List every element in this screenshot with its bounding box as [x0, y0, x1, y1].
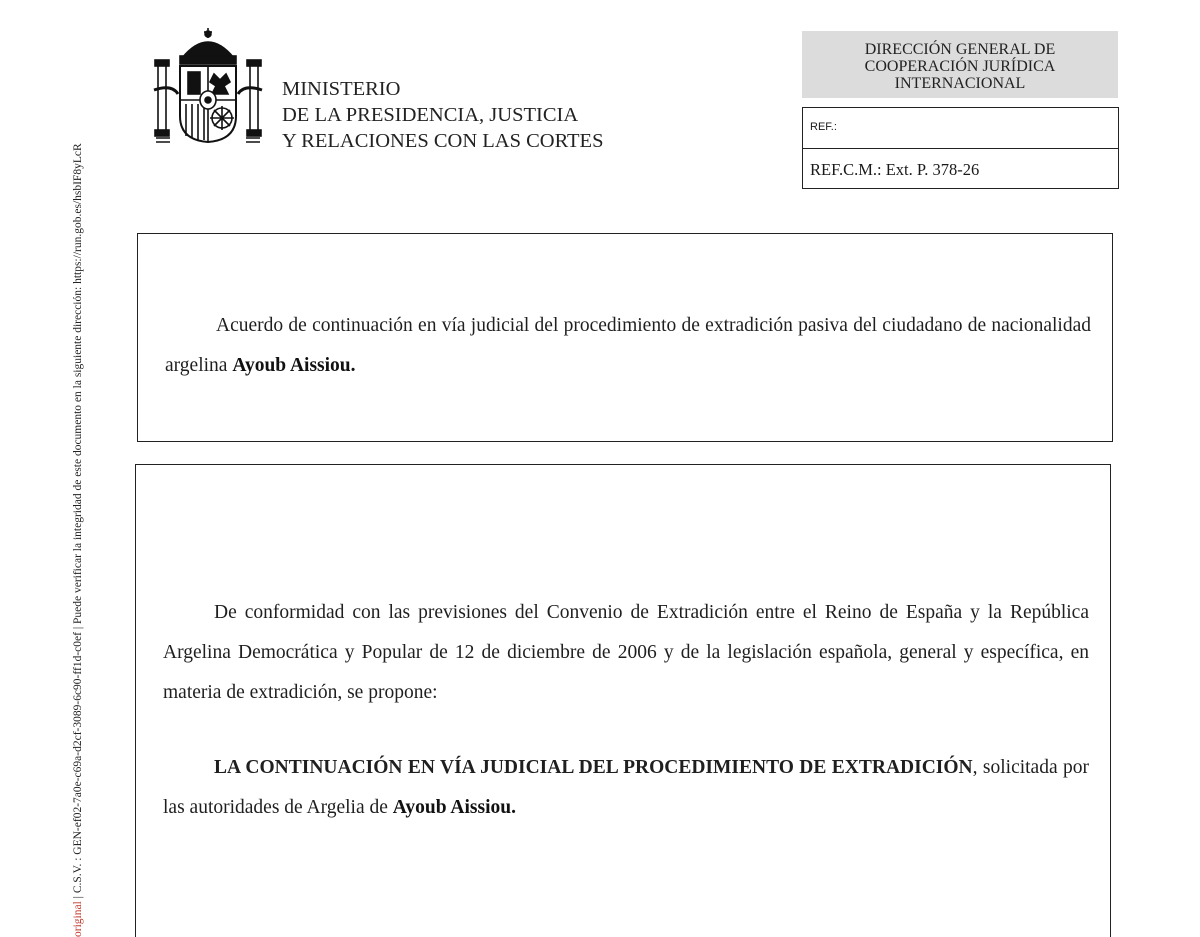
ministry-line-2: DE LA PRESIDENCIA, JUSTICIA	[282, 104, 579, 126]
legal-basis-paragraph	[163, 593, 1089, 713]
ref-label: REF.:	[803, 108, 1118, 149]
decision-heading: LA CONTINUACIÓN EN VÍA JUDICIAL DEL PROCEDIMIENTO DE EXTRADICIÓN	[214, 757, 973, 778]
directorate-line-2: COOPERACIÓN JURÍDICA	[864, 58, 1056, 75]
csv-verification-text: | C.S.V. : GEN-ef02-7a0e-c69a-d2cf-3089-6c90-ff1d-c0ef | Puede verificar la integridad de este documento en la siguiente dirección: https://run.gob.es/hsbIF8yLcR	[72, 143, 84, 902]
summary-box	[137, 233, 1113, 442]
coat-of-arms-logo	[152, 28, 264, 146]
decision-person-name: Ayoub Aissiou.	[392, 797, 516, 818]
summary-text: Acuerdo de continuación en vía judicial del procedimiento de extradición pasiva del ciudadano de nacionalidad argelina	[165, 315, 1091, 376]
csv-verification-strip	[71, 143, 85, 937]
csv-original-label: original	[72, 901, 84, 937]
ministry-line-3: Y RELACIONES CON LAS CORTES	[282, 130, 604, 152]
decision-paragraph	[163, 748, 1089, 828]
ministry-line-1: MINISTERIO	[282, 78, 401, 100]
decision-text: , solicitada por las autoridades de Argelia de	[163, 757, 1089, 818]
proposal-box	[135, 464, 1111, 937]
directorate-line-1: DIRECCIÓN GENERAL DE	[864, 41, 1056, 58]
reference-box	[802, 107, 1119, 189]
summary-paragraph	[165, 306, 1091, 386]
ref-cm-number: REF.C.M.: Ext. P. 378-26	[810, 160, 980, 179]
ministry-name	[282, 76, 603, 154]
directorate-box	[802, 31, 1118, 98]
summary-person-name: Ayoub Aissiou.	[232, 355, 356, 376]
legal-basis-text: De conformidad con las previsiones del Convenio de Extradición entre el Reino de España y la República Argelina Democrática y Popular de 12 de diciembre de 2006 y de la legislación española, general y específica, en materia de extradición, se propone:	[163, 602, 1089, 703]
directorate-line-3: INTERNACIONAL	[894, 75, 1026, 92]
